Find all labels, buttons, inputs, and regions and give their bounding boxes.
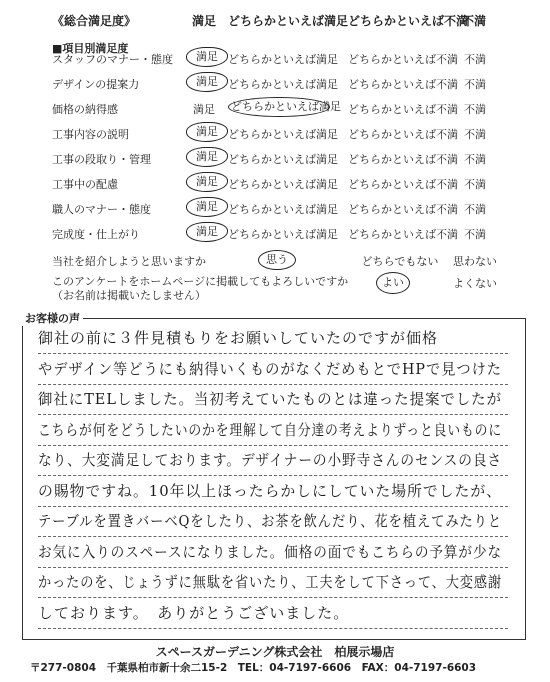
- publish-question: このアンケートをホームページに掲載してもよろしいですか: [52, 275, 349, 288]
- voice-line-text: やデザイン等どうにも納得いくものがなくだめもとでHPで見つけた: [38, 359, 502, 378]
- voice-line: [38, 449, 508, 476]
- survey-option-o2[interactable]: どちらかといえば満足: [228, 78, 338, 91]
- survey-option-o4[interactable]: 不満: [464, 203, 486, 216]
- survey-option-o1[interactable]: 満足: [186, 172, 228, 192]
- voice-line-text: 御社の前に３件見積もりをお願いしていたのですが価格: [38, 329, 439, 347]
- survey-option-o1[interactable]: 満足: [193, 103, 215, 116]
- survey-option-o1[interactable]: 満足: [186, 147, 228, 167]
- survey-option-o3[interactable]: どちらかといえば不満: [348, 128, 458, 141]
- survey-option-o3[interactable]: どちらかといえば不満: [348, 203, 458, 216]
- survey-question: 工事内容の説明: [52, 128, 129, 141]
- survey-option-o4[interactable]: 不満: [464, 128, 486, 141]
- survey-row: [0, 221, 550, 245]
- survey-header: [0, 8, 550, 28]
- survey-option-o3[interactable]: どちらかといえば不満: [348, 178, 458, 191]
- voice-line-text: テーブルを置きバーベQをしたり、お茶を飲んだり、花を植えてみたりと: [38, 512, 502, 530]
- col-unsatisfied: 不満: [462, 14, 487, 28]
- survey-option-o3[interactable]: どちらかといえば不満: [348, 53, 458, 66]
- voice-line-text: お気に入りのスペースになりました。価格の面でもこちらの予算が少な: [38, 542, 502, 561]
- referral-option-no[interactable]: 思わない: [453, 255, 497, 268]
- publish-row: [0, 272, 550, 302]
- survey-row: [0, 196, 550, 220]
- survey-option-o2[interactable]: どちらかといえば満足: [228, 53, 338, 66]
- survey-question: スタッフのマナー・態度: [52, 53, 173, 66]
- survey-option-o3[interactable]: どちらかといえば不満: [348, 78, 458, 91]
- col-satisfied: 満足: [192, 14, 217, 28]
- survey-option-o2[interactable]: どちらかといえば満足: [228, 153, 338, 166]
- survey-option-o2[interactable]: どちらかといえば満足: [228, 178, 338, 191]
- voice-line: [38, 419, 508, 446]
- referral-option-neutral[interactable]: どちらでもない: [361, 255, 439, 268]
- section-label: ■項目別満足度: [52, 42, 129, 55]
- survey-row: [0, 146, 550, 170]
- voice-line-text: なり、大変満足しております。デザイナーの小野寺さんのセンスの良さ: [38, 451, 502, 469]
- survey-question: 職人のマナー・態度: [52, 203, 151, 216]
- voice-line: [38, 571, 508, 598]
- survey-question: 価格の納得感: [52, 103, 118, 116]
- survey-question: デザインの提案力: [52, 78, 140, 91]
- voice-line: [38, 510, 508, 537]
- survey-option-o3[interactable]: どちらかといえば不満: [348, 228, 458, 241]
- publish-option-no[interactable]: よくない: [453, 277, 497, 290]
- survey-question: 工事の段取り・管理: [52, 153, 151, 166]
- company-name: スペースガーデニング株式会社 柏展示場店: [155, 645, 395, 659]
- voice-line: [38, 480, 508, 507]
- survey-option-o4[interactable]: 不満: [464, 178, 486, 191]
- survey-row: [0, 46, 550, 70]
- survey-option-o2[interactable]: どちらかといえば満足: [228, 97, 330, 117]
- voice-line: [38, 358, 508, 385]
- referral-option-yes[interactable]: 思う: [258, 250, 296, 270]
- survey-title: 《総合満足度》: [52, 14, 137, 28]
- survey-option-o1[interactable]: 満足: [186, 197, 228, 217]
- publish-note: （お名前は掲載いたしません）: [52, 289, 206, 302]
- survey-row: [0, 71, 550, 95]
- voice-line: [38, 388, 508, 415]
- survey-option-o2[interactable]: どちらかといえば満足: [228, 203, 338, 216]
- survey-option-o4[interactable]: 不満: [464, 153, 486, 166]
- survey-option-o1[interactable]: 満足: [186, 122, 228, 142]
- survey-option-o4[interactable]: 不満: [464, 78, 486, 91]
- survey-question: 完成度・仕上がり: [52, 228, 140, 241]
- voice-line-text: 御社にTELしました。当初考えていたものとは違った提案でしたが: [38, 390, 502, 408]
- voice-line-text: の賜物ですね。10年以上ほったらかしにしていた場所でしたが、: [38, 481, 502, 500]
- survey-option-o4[interactable]: 不満: [464, 53, 486, 66]
- survey-option-o3[interactable]: どちらかといえば不満: [348, 153, 458, 166]
- survey-option-o1[interactable]: 満足: [186, 222, 228, 242]
- survey-row: [0, 171, 550, 195]
- col-somewhat-satisfied: どちらかといえば満足: [228, 14, 349, 28]
- referral-question: 当社を紹介しようと思いますか: [52, 255, 206, 268]
- survey-option-o2[interactable]: どちらかといえば満足: [228, 228, 338, 241]
- survey-row: [0, 96, 550, 120]
- voice-line: [38, 602, 508, 629]
- survey-question: 工事中の配慮: [52, 178, 118, 191]
- company-address: 〒277-0804 千葉県柏市新十余二15-2 TEL：04-7197-6606 FAX：04-7197-6603: [30, 662, 477, 674]
- referral-row: [0, 250, 550, 272]
- survey-option-o2[interactable]: どちらかといえば満足: [228, 128, 338, 141]
- voice-label: お客様の声: [22, 310, 83, 326]
- publish-option-ok[interactable]: よい: [376, 272, 410, 294]
- voice-line: [38, 327, 508, 354]
- col-somewhat-unsatisfied: どちらかといえば不満: [348, 14, 469, 28]
- voice-line-text: かったのを、じょうずに無駄を省いたり、工夫をして下さって、大変感謝: [38, 573, 502, 591]
- voice-line: [38, 541, 508, 568]
- survey-option-o1[interactable]: 満足: [186, 72, 228, 92]
- survey-option-o4[interactable]: 不満: [464, 228, 486, 241]
- survey-row: [0, 121, 550, 145]
- voice-line-text: こちらが何をどうしたいのかを理解して自分達の考えよりずっと良いものに: [38, 420, 502, 439]
- survey-option-o3[interactable]: どちらかといえば不満: [348, 103, 458, 116]
- survey-option-o4[interactable]: 不満: [464, 103, 486, 116]
- voice-line-text: しております。 ありがとうございました。: [38, 603, 350, 622]
- survey-option-o1[interactable]: 満足: [186, 47, 228, 67]
